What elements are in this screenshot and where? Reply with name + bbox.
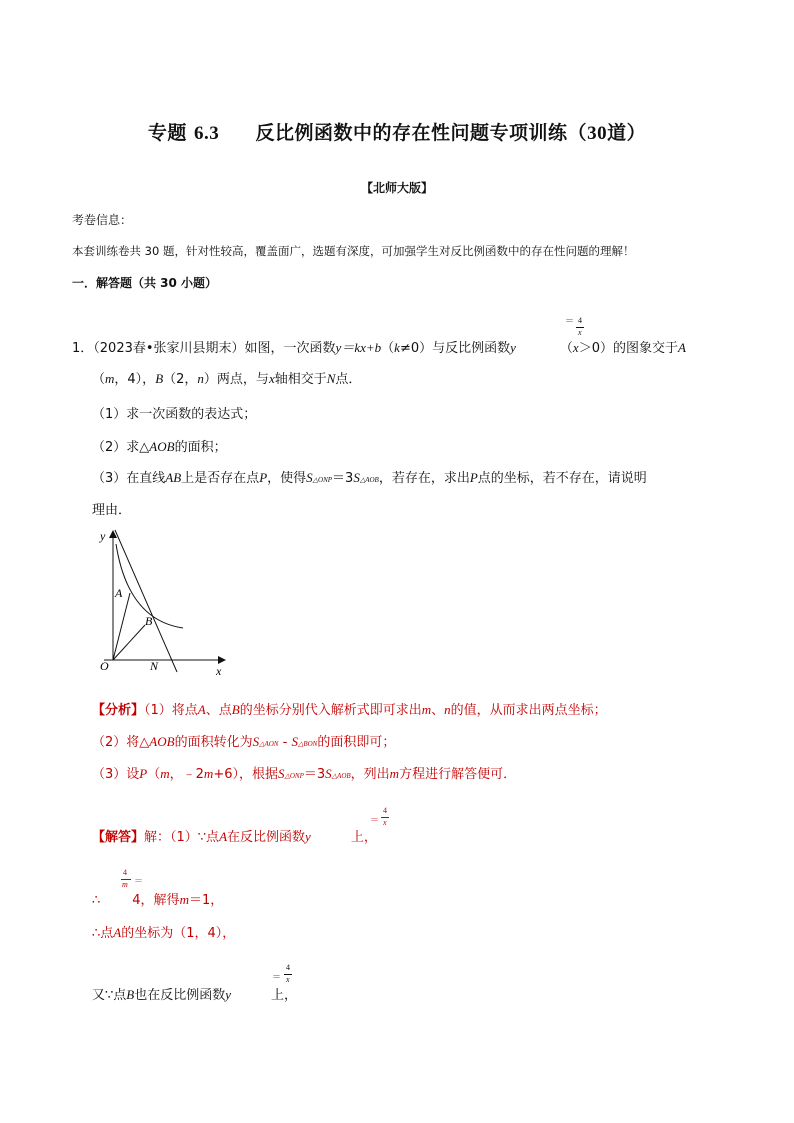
solution-fraction-2-equals: ＝	[134, 876, 144, 886]
section-heading: 一．解答题（共 30 小题）	[72, 276, 218, 290]
analysis-text: +6），根据	[213, 767, 278, 782]
question-text: （3）在直线	[92, 471, 166, 486]
solution-fraction-2-denominator: m	[122, 880, 128, 889]
area-subscript: △ONP	[284, 772, 304, 780]
x-axis-label: x	[216, 664, 222, 678]
point-p-label: P	[139, 766, 148, 781]
point-b-label: B	[126, 987, 135, 1002]
area-symbol: S	[325, 766, 332, 781]
problem-1-question-3-cont: 理由．	[92, 503, 132, 518]
area-subscript: △AOB	[359, 476, 379, 484]
analysis-text: 、	[431, 703, 445, 718]
therefore-symbol: ∴	[92, 893, 101, 908]
solution-text: 又∵点	[92, 988, 127, 1003]
problem-text: （	[92, 372, 106, 387]
analysis-line-2	[92, 731, 395, 750]
area-symbol: S	[353, 470, 360, 485]
var-x: x	[572, 340, 579, 355]
area-symbol: S	[277, 766, 285, 781]
info-label: 考卷信息：	[72, 213, 133, 227]
linear-function-line	[115, 530, 177, 672]
solution-text: ＝1，	[188, 893, 224, 908]
solution-line-4	[92, 984, 297, 1003]
triangle-aob: AOB	[149, 439, 175, 454]
var-k: k	[394, 340, 400, 355]
problem-text: ＞0）的图象交于	[578, 341, 678, 356]
solution-text: 上，	[271, 988, 298, 1003]
area-subscript: △BON	[297, 740, 318, 748]
problem-number: 1．	[72, 341, 94, 356]
title-prefix: 专题	[147, 122, 187, 144]
problem-text: （2，	[163, 372, 198, 387]
area-subscript: △AOB	[331, 772, 351, 780]
title-suffix: 道）	[607, 122, 647, 144]
question-text: （2）求△	[92, 440, 150, 455]
problem-1-line-1	[72, 337, 686, 356]
figure-point-n: N	[150, 659, 159, 673]
analysis-text: 的值，从而求出两点坐标；	[450, 703, 607, 718]
fraction-numerator: 4	[578, 316, 582, 325]
solution-fraction-denominator: x	[383, 818, 387, 827]
point-b-label: B	[231, 702, 240, 717]
analysis-text: （1）将点	[144, 703, 198, 718]
figure-point-b: B	[145, 614, 153, 628]
area-symbol: S	[291, 734, 298, 749]
origin-label: O	[100, 659, 109, 673]
question-text: 的面积；	[174, 440, 227, 455]
analysis-text: 的面积转化为	[174, 735, 253, 750]
question-text: ，若存在，求出	[378, 471, 470, 486]
problem-text: 轴相交于	[274, 372, 327, 387]
info-text: 本套训练卷共 30 题，针对性较高，覆盖面广，选题有深度，可加强学生对反比例函数中的存在性问题的理解！	[72, 244, 635, 258]
solution-tag: 【解答】	[92, 830, 145, 845]
analysis-text: （	[147, 767, 161, 782]
segment-oa	[113, 593, 130, 660]
solution-fraction-4-denominator: x	[286, 975, 290, 984]
var-m: m	[421, 702, 432, 717]
problem-1-question-1: （1）求一次函数的表达式；	[92, 407, 257, 422]
point-a-label: A	[219, 829, 228, 844]
point-b-label: B	[155, 371, 164, 386]
function-graph-figure	[84, 522, 244, 682]
problem-text: ）两点，与	[203, 372, 269, 387]
area-symbol: S	[306, 470, 313, 485]
point-n-label: N	[326, 371, 336, 386]
problem-text: （	[381, 341, 395, 356]
solution-text: 解：（1）∵点	[144, 830, 220, 845]
solution-fraction-2-numerator: 4	[123, 868, 127, 877]
point-a-label: A	[113, 925, 122, 940]
triangle-aob: AOB	[149, 734, 175, 749]
title-number: 6.3	[194, 123, 220, 144]
solution-fraction-equals: ＝	[370, 815, 380, 825]
analysis-line-1	[92, 699, 607, 718]
solution-fraction-4-equals: ＝	[272, 972, 282, 982]
var-n: n	[197, 371, 204, 386]
question-text: 上是否存在点	[181, 471, 260, 486]
solution-line-1	[92, 826, 377, 845]
line-ab: AB	[165, 470, 182, 485]
title-count: 30	[587, 123, 608, 144]
problem-1-line-2	[92, 368, 361, 387]
problem-text: 点．	[335, 372, 362, 387]
analysis-text: 的坐标分别代入解析式即可求出	[239, 703, 422, 718]
problem-text: ≠0）与反比例函数	[399, 341, 511, 356]
problem-1-question-3	[92, 467, 647, 486]
title-main: 反比例函数中的存在性问题专项训练（	[255, 122, 588, 144]
point-a-label: A	[677, 340, 686, 355]
analysis-text: ，列出	[350, 767, 390, 782]
question-text: ，使得	[267, 471, 307, 486]
problem-text: ，4），	[114, 372, 156, 387]
analysis-text: ，﹣2	[169, 767, 204, 782]
solution-text: 也在反比例函数	[134, 988, 226, 1003]
var-n: n	[444, 702, 451, 717]
var-m: m	[179, 892, 189, 907]
var-y: y	[225, 987, 232, 1002]
solution-line-2	[92, 889, 223, 908]
point-p-label: P	[469, 470, 478, 485]
analysis-text: （3）设	[92, 767, 140, 782]
solution-text: 在反比例函数	[227, 830, 306, 845]
var-m: m	[203, 766, 214, 781]
solution-text: ∴点	[92, 926, 114, 941]
analysis-text: 方程进行解答便可．	[399, 767, 517, 782]
solution-line-3	[92, 922, 235, 941]
linear-equation: y＝kx+b	[335, 340, 382, 355]
analysis-text: 、点	[205, 703, 232, 718]
analysis-tag: 【分析】	[92, 703, 145, 718]
analysis-text: 的面积即可；	[317, 735, 396, 750]
figure-point-a: A	[115, 586, 123, 600]
analysis-text: （2）将△	[92, 735, 150, 750]
fraction-denominator: x	[578, 328, 582, 337]
fraction-equals: ＝	[565, 316, 575, 326]
var-x: x	[268, 371, 275, 386]
var-m: m	[160, 766, 170, 781]
edition-label: 【北师大版】	[360, 181, 433, 195]
problem-text: （	[559, 341, 573, 356]
solution-fraction-numerator: 4	[383, 806, 387, 815]
page-title	[0, 118, 794, 145]
var-y: y	[510, 340, 516, 355]
question-text: 点的坐标，若不存在，请说明	[477, 471, 647, 486]
problem-text: （2023春•张家川县期末）如图，一次函数	[93, 341, 336, 356]
area-subscript: △AON	[259, 740, 279, 748]
problem-1-question-2	[92, 436, 227, 455]
point-a-label: A	[197, 702, 206, 717]
var-m: m	[389, 766, 400, 781]
solution-text: 上，	[350, 830, 377, 845]
solution-text: 4，解得	[132, 893, 180, 908]
analysis-line-3	[92, 763, 516, 782]
solution-fraction-4-numerator: 4	[286, 963, 290, 972]
area-symbol: S	[252, 734, 260, 749]
minus-sign: -	[278, 735, 292, 750]
solution-text: 的坐标为（1，4），	[121, 926, 236, 941]
question-text: ＝3	[332, 471, 354, 486]
point-p-label: P	[259, 470, 268, 485]
analysis-text: ＝3	[303, 767, 326, 782]
var-m: m	[105, 371, 115, 386]
area-subscript: △ONP	[312, 476, 333, 484]
y-axis-label: y	[100, 529, 106, 543]
var-y: y	[305, 829, 311, 844]
